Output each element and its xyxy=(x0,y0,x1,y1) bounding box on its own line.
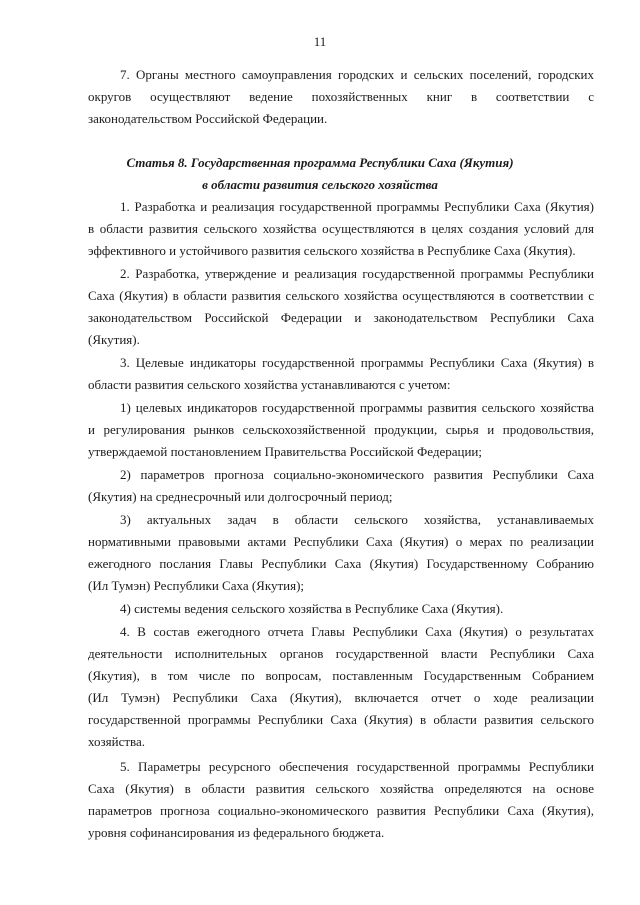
p4-line-4: (Ил Тумэн) Республики Саха (Якутия), включается отчет о ходе реализации xyxy=(88,690,594,705)
item7-line-3: законодательством Российской Федерации. xyxy=(88,111,328,126)
p4-line-1: 4. В состав ежегодного отчета Главы Республики Саха (Якутия) о результатах xyxy=(120,624,594,639)
p5-line-4: уровня софинансирования из федерального бюджета. xyxy=(88,825,385,840)
p5-line-3: параметров прогноза социально-экономического развития Республики Саха (Якутия), xyxy=(88,803,594,818)
p3-1-line-1: 1) целевых индикаторов государственной программы развития сельского хозяйства xyxy=(120,400,594,415)
page-number: 11 xyxy=(313,34,327,49)
article-title-line-1: Статья 8. Государственная программа Республики Саха (Якутия) xyxy=(126,155,514,170)
p2-line-3: законодательством Российской Федерации и законодательством Республики Саха xyxy=(88,310,594,325)
p5-line-1: 5. Параметры ресурсного обеспечения государственной программы Республики xyxy=(120,759,594,774)
p3-3-line-1: 3) актуальных задач в области сельского хозяйства, устанавливаемых xyxy=(120,512,594,527)
p4-line-6: хозяйства. xyxy=(88,734,146,749)
p3-3-line-2: нормативными правовыми актами Республики Саха (Якутия) о мерах по реализации xyxy=(88,534,594,549)
p3-2-line-1: 2) параметров прогноза социально-экономического развития Республики Саха xyxy=(120,467,594,482)
p3-3-line-4: (Ил Тумэн) Республики Саха (Якутия); xyxy=(88,578,305,593)
item7-line-1: 7. Органы местного самоуправления городских и сельских поселений, городских xyxy=(120,67,594,82)
p3-line-1: 3. Целевые индикаторы государственной программы Республики Саха (Якутия) в xyxy=(120,355,594,370)
p3-line-2: области развития сельского хозяйства устанавливаются с учетом: xyxy=(88,377,451,392)
p3-2-line-2: (Якутия) на среднесрочный или долгосрочный период; xyxy=(88,489,393,504)
p4-line-5: государственной программы Республики Саха (Якутия) в области развития сельского xyxy=(88,712,594,727)
article-title-line-2: в области развития сельского хозяйства xyxy=(202,177,438,192)
p3-1-line-2: и регулирования рынков сельскохозяйственной продукции, сырья и продовольствия, xyxy=(88,422,594,437)
p4-line-2: деятельности исполнительных органов государственной власти Республики Саха xyxy=(88,646,594,661)
p5-line-2: Саха (Якутия) в области развития сельского хозяйства определяются на основе xyxy=(88,781,594,796)
item7-line-2: округов осуществляют ведение похозяйственных книг в соответствии с xyxy=(88,89,594,104)
p3-3-line-3: ежегодного послания Главы Республики Саха (Якутия) Государственному Собранию xyxy=(88,556,594,571)
p1-line-3: эффективного и устойчивого развития сельского хозяйства в Республике Саха (Якутия). xyxy=(88,243,576,258)
p4-line-3: (Якутия), в том числе по вопросам, поставленным Государственным Собранием xyxy=(88,668,594,683)
p2-line-1: 2. Разработка, утверждение и реализация государственной программы Республики xyxy=(120,266,594,281)
p1-line-1: 1. Разработка и реализация государственной программы Республики Саха (Якутия) xyxy=(120,199,594,214)
p1-line-2: в области развития сельского хозяйства осуществляются в целях создания условий для xyxy=(88,221,594,236)
p2-line-4: (Якутия). xyxy=(88,332,140,347)
p3-1-line-3: утверждаемой постановлением Правительства Российской Федерации; xyxy=(88,444,482,459)
p3-4-line-1: 4) системы ведения сельского хозяйства в Республике Саха (Якутия). xyxy=(120,601,504,616)
p2-line-2: Саха (Якутия) в области развития сельского хозяйства осуществляются в соответствии с xyxy=(88,288,594,303)
